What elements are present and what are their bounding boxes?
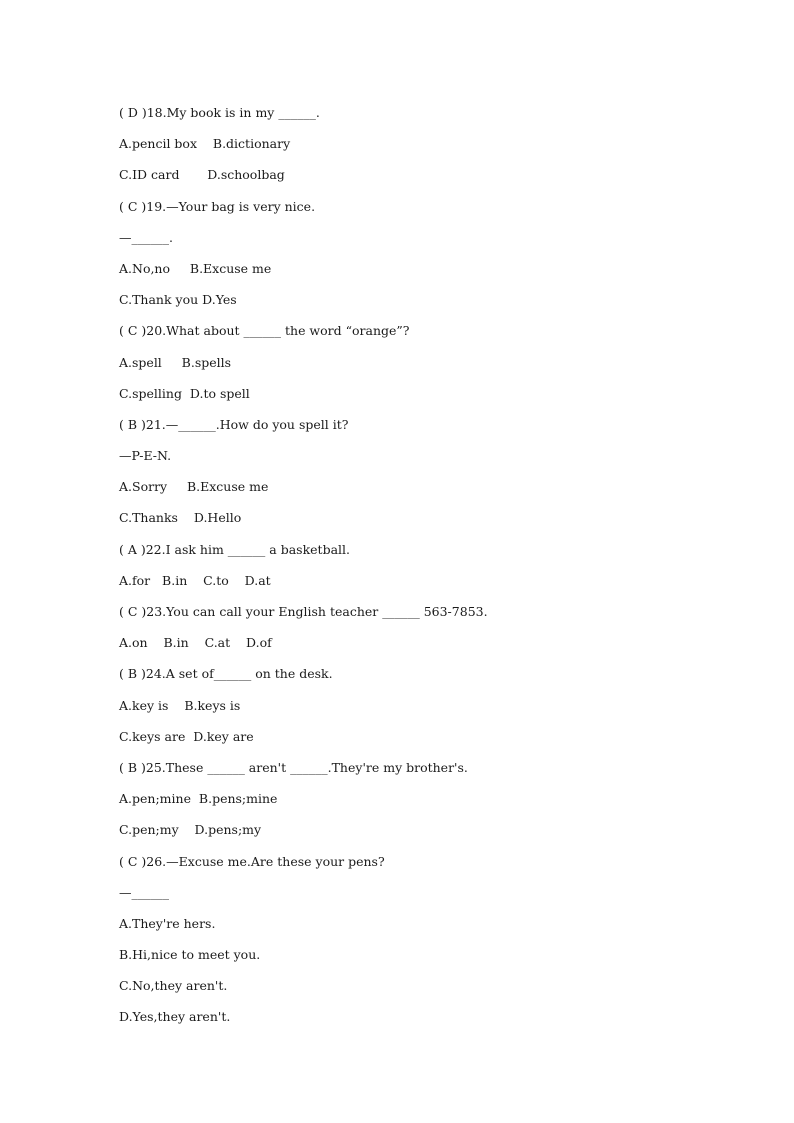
question-20-options-ab: A.spell B.spells [119,354,232,370]
question-24-options-ab: A.key is B.keys is [119,697,241,713]
question-21-options-cd: C.Thanks D.Hello [119,510,242,526]
question-25-options-ab: A.pen;mine B.pens;mine [119,791,278,807]
question-21-options-ab: A.Sorry B.Excuse me [119,479,269,495]
question-19-options-ab: A.No,no B.Excuse me [119,260,272,276]
question-26-option-a: A.They're hers. [119,915,216,931]
question-20: ( C )20.What about ______ the word “orange”? [119,323,410,339]
question-20-options-cd: C.spelling D.to spell [119,385,250,401]
question-18-options-ab: A.pencil box B.dictionary [119,136,291,152]
question-24: ( B )24.A set of______ on the desk. [119,666,333,682]
question-23: ( C )23.You can call your English teacher ______ 563-7853. [119,604,488,619]
question-26-reply-blank: —______ [119,884,169,900]
question-19: ( C )19.—Your bag is very nice. [119,198,316,214]
question-19-options-cd: C.Thank you D.Yes [119,292,237,308]
question-26-option-b: B.Hi,nice to meet you. [119,947,261,963]
question-22: ( A )22.I ask him ______ a basketball. [119,541,350,557]
question-24-options-cd: C.keys are D.key are [119,728,254,744]
question-23-options: A.on B.in C.at D.of [119,635,272,651]
question-25: ( B )25.These ______ aren't ______.They're my brother's. [119,759,468,775]
question-18-options-cd: C.ID card D.schoolbag [119,167,285,183]
question-19-reply-blank: —______. [119,229,173,245]
question-26: ( C )26.—Excuse me.Are these your pens? [119,853,385,869]
question-25-options-cd: C.pen;my D.pens;my [119,822,262,838]
worksheet-page [119,102,739,1038]
question-26-option-d: D.Yes,they aren't. [119,1009,231,1025]
question-21-reply: —P-E-N. [119,448,172,464]
question-22-options: A.for B.in C.to D.at [119,572,271,588]
question-21: ( B )21.—______.How do you spell it? [119,416,349,432]
question-26-option-c: C.No,they aren't. [119,978,228,994]
question-18: ( D )18.My book is in my ______. [119,105,320,120]
